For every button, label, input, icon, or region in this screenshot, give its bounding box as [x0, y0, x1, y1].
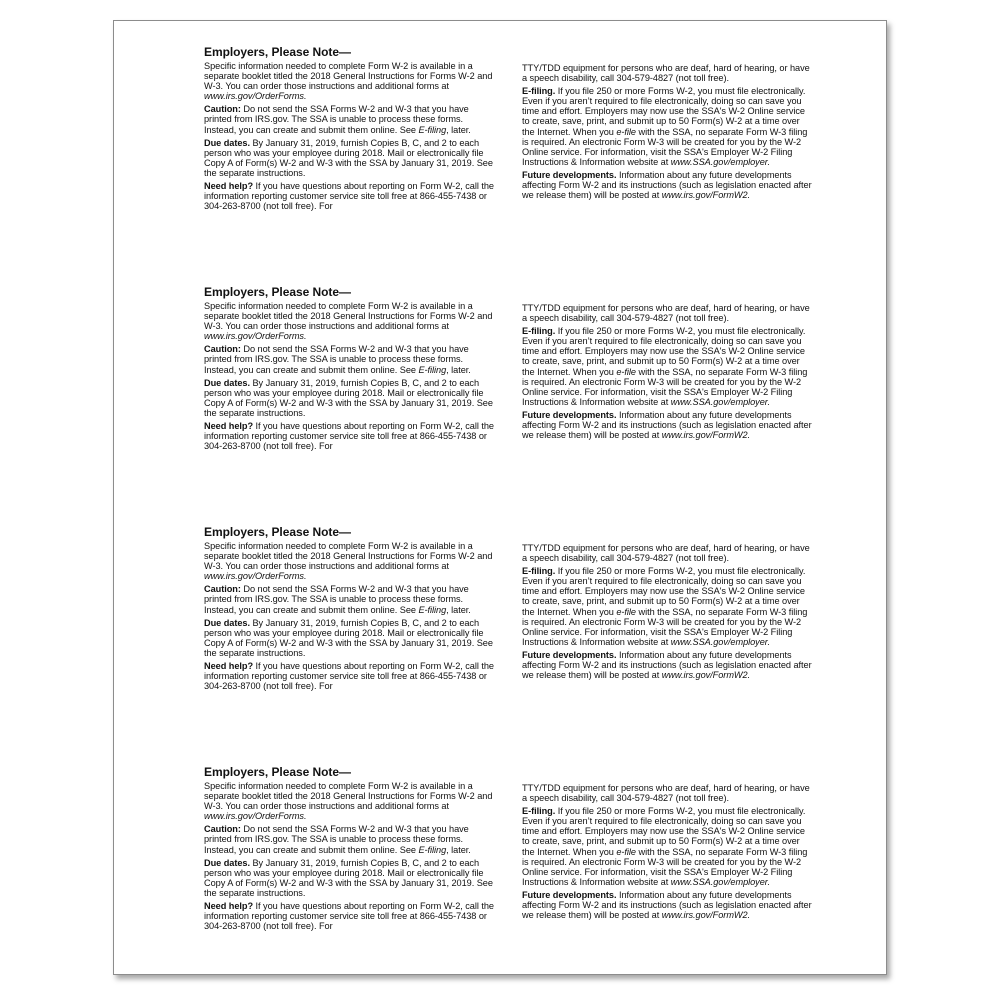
- caution-paragraph: Caution: Do not send the SSA Forms W-2 and W-3 that you have printed from IRS.gov. The SSA is unable to process these forms. Instead, you can create and submit them online. See E-filing, later.: [204, 584, 471, 615]
- ssa-employer-link[interactable]: www.SSA.gov/employer.: [670, 876, 770, 887]
- tty-paragraph: TTY/TDD equipment for persons who are deaf, hard of hearing, or have a speech disability, call 304-579-4827 (not toll free).: [522, 63, 810, 84]
- formw2-link[interactable]: www.irs.gov/FormW2.: [661, 910, 751, 921]
- future-developments-paragraph: Future developments. Information about any future developments affecting Form W-2 and its instructions (such as legislation enacted after we release them) will be posted at www.irs.gov/FormW2.: [522, 409, 812, 441]
- intro-paragraph: Specific information needed to complete Form W-2 is available in a separate booklet titled the 2018 General Instructions for Forms W-2 and W-3. You can order those instructions and additional forms at www.irs.gov/OrderForms.: [204, 301, 493, 342]
- form-sheet: [113, 20, 887, 975]
- section-heading: Employers, Please Note—: [204, 765, 351, 779]
- ssa-employer-link[interactable]: www.SSA.gov/employer.: [670, 636, 770, 647]
- intro-paragraph: Specific information needed to complete Form W-2 is available in a separate booklet titled the 2018 General Instructions for Forms W-2 and W-3. You can order those instructions and additional forms at www.irs.gov/OrderForms.: [204, 541, 493, 582]
- form-copy-3: [114, 501, 886, 739]
- intro-paragraph: Specific information needed to complete Form W-2 is available in a separate booklet titled the 2018 General Instructions for Forms W-2 and W-3. You can order those instructions and additional forms at www.irs.gov/OrderForms.: [204, 781, 493, 822]
- tty-paragraph: TTY/TDD equipment for persons who are deaf, hard of hearing, or have a speech disability, call 304-579-4827 (not toll free).: [522, 543, 810, 564]
- future-developments-paragraph: Future developments. Information about any future developments affecting Form W-2 and its instructions (such as legislation enacted after we release them) will be posted at www.irs.gov/FormW2.: [522, 649, 812, 681]
- future-developments-paragraph: Future developments. Information about any future developments affecting Form W-2 and its instructions (such as legislation enacted after we release them) will be posted at www.irs.gov/FormW2.: [522, 889, 812, 921]
- section-heading: Employers, Please Note—: [204, 285, 351, 299]
- due-dates-paragraph: Due dates. By January 31, 2019, furnish Copies B, C, and 2 to each person who was your employee during 2018. Mail or electronically file Copy A of Form(s) W-2 and W-3 with the SSA by January 31, 2019. See the separate instructions.: [204, 857, 493, 898]
- efiling-paragraph: E-filing. If you file 250 or more Forms W-2, you must file electronically. Even if you aren’t required to file electronically, doing so can save you time and effort. Employers may now use the SSA's W-2 Online service to create, save, print, and submit up to 50 Form(s) W-2 at a time over the Internet. When you e-file with the SSA, no separate Form W-3 filing is required. An electronic Form W-3 will be created for you by the W-2 Online service. For information, visit the SSA's Employer W-2 Filing Instructions & Information website at www.SSA.gov/employer.: [522, 326, 808, 407]
- right-column: [522, 63, 814, 203]
- formw2-link[interactable]: www.irs.gov/FormW2.: [661, 430, 751, 441]
- need-help-paragraph: Need help? If you have questions about reporting on Form W-2, call the information reporting customer service site toll free at 866-455-7438 or 304-263-8700 (not toll free). For: [204, 181, 494, 212]
- formw2-link[interactable]: www.irs.gov/FormW2.: [661, 190, 751, 201]
- right-column: [522, 303, 814, 443]
- right-column: [522, 543, 814, 683]
- ssa-employer-link[interactable]: www.SSA.gov/employer.: [670, 396, 770, 407]
- caution-paragraph: Caution: Do not send the SSA Forms W-2 and W-3 that you have printed from IRS.gov. The SSA is unable to process these forms. Instead, you can create and submit them online. See E-filing, later.: [204, 824, 471, 855]
- ssa-employer-link[interactable]: www.SSA.gov/employer.: [670, 156, 770, 167]
- efiling-paragraph: E-filing. If you file 250 or more Forms W-2, you must file electronically. Even if you aren’t required to file electronically, doing so can save you time and effort. Employers may now use the SSA's W-2 Online service to create, save, print, and submit up to 50 Form(s) W-2 at a time over the Internet. When you e-file with the SSA, no separate Form W-3 filing is required. An electronic Form W-3 will be created for you by the W-2 Online service. For information, visit the SSA's Employer W-2 Filing Instructions & Information website at www.SSA.gov/employer.: [522, 86, 808, 167]
- left-column: [204, 525, 496, 694]
- caution-paragraph: Caution: Do not send the SSA Forms W-2 and W-3 that you have printed from IRS.gov. The SSA is unable to process these forms. Instead, you can create and submit them online. See E-filing, later.: [204, 104, 471, 135]
- due-dates-paragraph: Due dates. By January 31, 2019, furnish Copies B, C, and 2 to each person who was your employee during 2018. Mail or electronically file Copy A of Form(s) W-2 and W-3 with the SSA by January 31, 2019. See the separate instructions.: [204, 377, 493, 418]
- right-column: [522, 783, 814, 923]
- left-column: [204, 45, 496, 214]
- need-help-paragraph: Need help? If you have questions about reporting on Form W-2, call the information reporting customer service site toll free at 866-455-7438 or 304-263-8700 (not toll free). For: [204, 661, 494, 692]
- tty-paragraph: TTY/TDD equipment for persons who are deaf, hard of hearing, or have a speech disability, call 304-579-4827 (not toll free).: [522, 783, 810, 804]
- form-copy-1: [114, 21, 886, 259]
- intro-paragraph: Specific information needed to complete Form W-2 is available in a separate booklet titled the 2018 General Instructions for Forms W-2 and W-3. You can order those instructions and additional forms at www.irs.gov/OrderForms.: [204, 61, 493, 102]
- section-heading: Employers, Please Note—: [204, 45, 351, 59]
- efiling-paragraph: E-filing. If you file 250 or more Forms W-2, you must file electronically. Even if you aren’t required to file electronically, doing so can save you time and effort. Employers may now use the SSA's W-2 Online service to create, save, print, and submit up to 50 Form(s) W-2 at a time over the Internet. When you e-file with the SSA, no separate Form W-3 filing is required. An electronic Form W-3 will be created for you by the W-2 Online service. For information, visit the SSA's Employer W-2 Filing Instructions & Information website at www.SSA.gov/employer.: [522, 566, 808, 647]
- due-dates-paragraph: Due dates. By January 31, 2019, furnish Copies B, C, and 2 to each person who was your employee during 2018. Mail or electronically file Copy A of Form(s) W-2 and W-3 with the SSA by January 31, 2019. See the separate instructions.: [204, 617, 493, 658]
- formw2-link[interactable]: www.irs.gov/FormW2.: [661, 670, 751, 681]
- need-help-paragraph: Need help? If you have questions about reporting on Form W-2, call the information reporting customer service site toll free at 866-455-7438 or 304-263-8700 (not toll free). For: [204, 421, 494, 452]
- section-heading: Employers, Please Note—: [204, 525, 351, 539]
- future-developments-paragraph: Future developments. Information about any future developments affecting Form W-2 and its instructions (such as legislation enacted after we release them) will be posted at www.irs.gov/FormW2.: [522, 169, 812, 201]
- need-help-paragraph: Need help? If you have questions about reporting on Form W-2, call the information reporting customer service site toll free at 866-455-7438 or 304-263-8700 (not toll free). For: [204, 901, 494, 932]
- efiling-paragraph: E-filing. If you file 250 or more Forms W-2, you must file electronically. Even if you aren’t required to file electronically, doing so can save you time and effort. Employers may now use the SSA's W-2 Online service to create, save, print, and submit up to 50 Form(s) W-2 at a time over the Internet. When you e-file with the SSA, no separate Form W-3 filing is required. An electronic Form W-3 will be created for you by the W-2 Online service. For information, visit the SSA's Employer W-2 Filing Instructions & Information website at www.SSA.gov/employer.: [522, 806, 808, 887]
- form-copy-4: [114, 741, 886, 979]
- tty-paragraph: TTY/TDD equipment for persons who are deaf, hard of hearing, or have a speech disability, call 304-579-4827 (not toll free).: [522, 303, 810, 324]
- order-forms-link[interactable]: www.irs.gov/OrderForms.: [204, 91, 307, 102]
- order-forms-link[interactable]: www.irs.gov/OrderForms.: [204, 331, 307, 342]
- form-copy-2: [114, 261, 886, 499]
- left-column: [204, 765, 496, 934]
- left-column: [204, 285, 496, 454]
- caution-paragraph: Caution: Do not send the SSA Forms W-2 and W-3 that you have printed from IRS.gov. The SSA is unable to process these forms. Instead, you can create and submit them online. See E-filing, later.: [204, 344, 471, 375]
- due-dates-paragraph: Due dates. By January 31, 2019, furnish Copies B, C, and 2 to each person who was your employee during 2018. Mail or electronically file Copy A of Form(s) W-2 and W-3 with the SSA by January 31, 2019. See the separate instructions.: [204, 137, 493, 178]
- order-forms-link[interactable]: www.irs.gov/OrderForms.: [204, 571, 307, 582]
- order-forms-link[interactable]: www.irs.gov/OrderForms.: [204, 811, 307, 822]
